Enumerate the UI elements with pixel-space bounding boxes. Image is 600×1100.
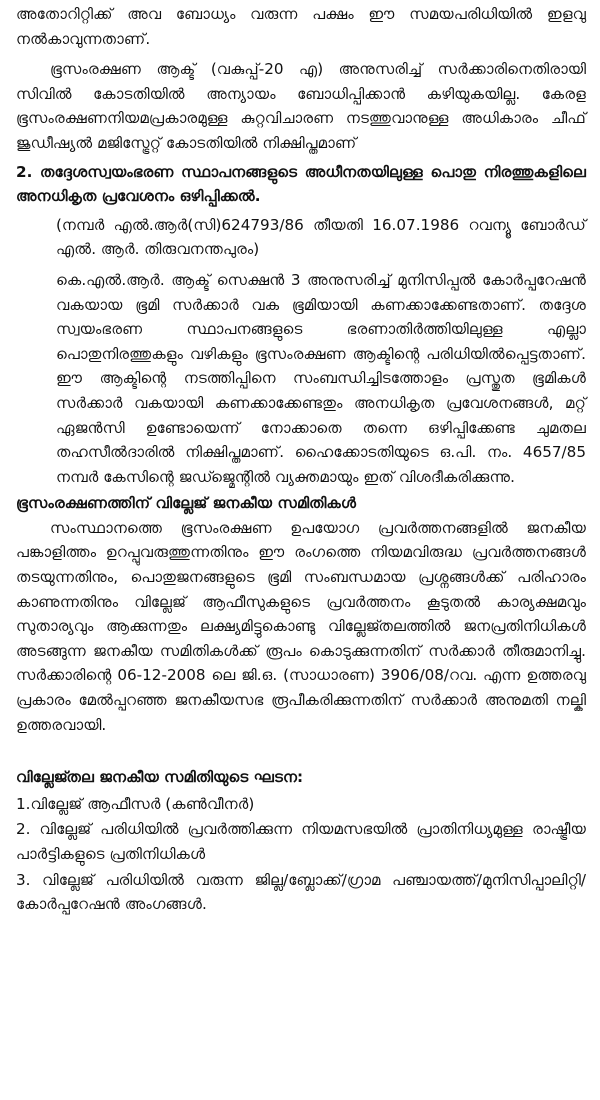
klr-act-paragraph: കെ.എൽ.ആർ. ആക്ട് സെക്ഷൻ 3 അനുസരിച്ച് മുനിസിപ്പൽ കോർപ്പറേഷൻ വകയായ ഭൂമി സർക്കാർ വക ഭൂമിയായി കണക്കാക്കേണ്ടതാണ്. തദ്ദേശ സ്വയംഭരണ സ്ഥാപനങ്ങളുടെ ഭരണാതിർത്തിയിലുള്ള എല്ലാ പൊതുനിരത്തുകളും വഴികളും ഭൂസംരക്ഷണ ആക്ടിന്റെ പരിധിയിൽപ്പെട്ടതാണ്. ഈ ആക്ടിന്റെ നടത്തിപ്പിനെ സംബന്ധിച്ചിടത്തോളം പ്രസ്തുത ഭൂമികൾ സർക്കാർ വകയായി കണക്കാക്കേണ്ടതും അനധികൃത പ്രവേശനങ്ങൾ, മറ്റ് ഏജൻസി ഉണ്ടോയെന്ന് നോക്കാതെ തന്നെ ഒഴിപ്പിക്കേണ്ട ചുമതല തഹസീൽദാരിൽ നിക്ഷിപ്തമാണ്. ഹൈക്കോടതിയുടെ ഒ.പി. നം. 4657/85 നമ്പർ കേസിന്റെ ജഡ്ജ്മെന്റിൽ വ്യക്തമായും ഇത് വിശദീകരിക്കുന്നു. [56,270,586,486]
village-committee-paragraph: സംസ്ഥാനത്തെ ഭൂസംരക്ഷണ ഉപയോഗ പ്രവർത്തനങ്ങളിൽ ജനകീയ പങ്കാളിത്തം ഉറപ്പുവരുത്തുന്നതിനും ഈ രംഗത്തെ നിയമവിരുദ്ധ പ്രവർത്തനങ്ങൾ തടയുന്നതിനും, പൊതുജനങ്ങളുടെ ഭൂമി സംബന്ധമായ പ്രശ്നങ്ങൾക്ക് പരിഹാരം കാണുന്നതിനും വില്ലേജ് ആഫീസുകളുടെ പ്രവർത്തനം കൂടുതൽ കാര്യക്ഷമവും സുതാര്യവും ആക്കുന്നതും ലക്ഷ്യമിട്ടുകൊണ്ടു വില്ലേജ്തലത്തിൽ ജനപ്രതിനിധികൾ അടങ്ങുന്ന ജനകീയ സമിതികൾക്ക് രൂപം കൊടുക്കുന്നതിന് സർക്കാർ തീരുമാനിച്ചു. സർക്കാരിന്റെ 06-12-2008 ലെ ജി.ഒ. (സാധാരണ) 3906/08/റവ. എന്ന ഉത്തരവു പ്രകാരം മേൽപ്പറഞ്ഞ ജനകീയസഭ രൂപീകരിക്കുന്നതിന് സർക്കാർ അനുമതി നല്കി ഉത്തരവായി. [16,518,586,734]
list-item: 2. വില്ലേജ് പരിധിയിൽ പ്രവർത്തിക്കുന്ന നിയമസഭയിൽ പ്രാതിനിധ്യമുള്ള രാഷ്ട്രീയ പാർട്ടികളുടെ പ്രതിനിധികൾ [16,820,586,863]
list-item: 3. വില്ലേജ് പരിധിയിൽ വരുന്ന ജില്ല/ബ്ലോക്ക്/ഗ്രാമ പഞ്ചായത്ത്/മുനിസിപ്പാലിറ്റി/കോർപ്പറേഷൻ അംഗങ്ങൾ. [16,870,586,914]
reference-citation: (നമ്പർ എൽ.ആർ(സി)624793/86 തീയതി 16.07.1986 റവന്യൂ ബോർഡ് എൽ. ആർ. തിരുവനന്തപുരം) [56,215,586,259]
section-2-heading: 2. തദ്ദേശസ്വയംഭരണ സ്ഥാപനങ്ങളുടെ അധീനതയിലുള്ള പൊതു നിരത്തുകളിലെ അനധികൃത പ്രവേശനം ഒഴിപ്പിക്കൽ. [16,162,586,206]
village-committee-heading: ഭൂസംരക്ഷണത്തിന് വില്ലേജ് ജനകീയ സമിതികൾ [16,494,357,513]
committee-composition-heading: വില്ലേജ്തല ജനകീയ സമിതിയുടെ ഘടന: [16,768,304,787]
list-item: 1.വില്ലേജ് ആഫീസർ (കൺവീനർ) [16,794,255,813]
civil-court-paragraph: ഭൂസംരക്ഷണ ആക്ട് (വകുപ്പ്-20 എ) അനുസരിച്ച് സർക്കാരിനെതിരായി സിവിൽ കോടതിയിൽ അന്യായം ബോധിപ്പിക്കാൻ കഴിയുകയില്ല. കേരള ഭൂസംരക്ഷണനിയമപ്രകാരമുള്ള കുറ്റവിചാരണ നടത്തുവാനുള്ള അധികാരം ചീഫ് ജുഡീഷ്യൽ മജിസ്ട്രേറ്റ് കോടതിയിൽ നിക്ഷിപ്തമാണ് [16,60,586,152]
intro-continuation-paragraph: അതോറിറ്റിക്ക് അവ ബോധ്യം വരുന്ന പക്ഷം ഈ സമയപരിധിയിൽ ഇളവു നൽകാവുന്നതാണ്. [16,5,586,48]
